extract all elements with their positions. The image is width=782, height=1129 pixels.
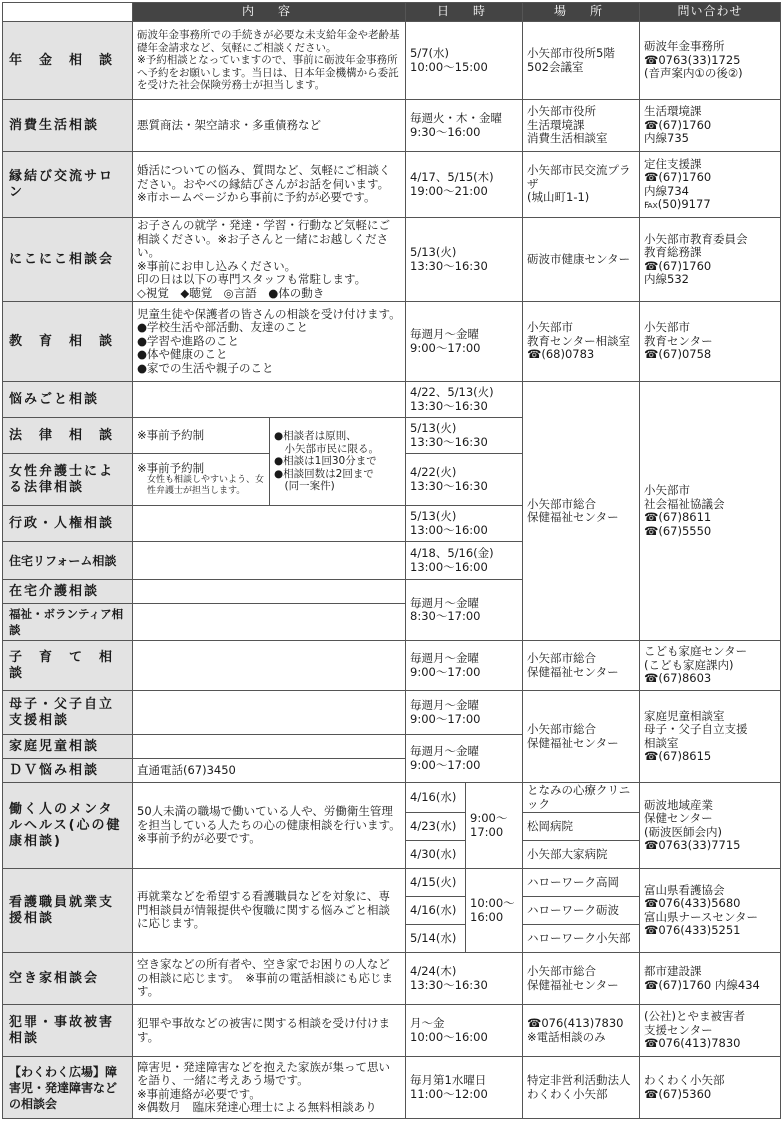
row-content: 再就業などを希望する看護職員などを対象に、専門相談員が情報提供や復職に関する悩みごと相談に応じます。 [133, 869, 406, 953]
row-content [133, 604, 406, 641]
row-contact: (公社)とやま被害者 支援センター ☎076(413)7830 [640, 1005, 781, 1057]
row-contact: 小矢部市教育委員会 教育総務課 ☎(67)1760 内線532 [640, 218, 781, 302]
row-place: 特定非営利活動法人 わくわく小矢部 [523, 1057, 640, 1119]
row-name: 母子・父子自立支援相談 [3, 691, 133, 735]
row-content [133, 735, 406, 759]
row-name: 悩みごと相談 [3, 382, 133, 418]
row-content: 砺波年金事務所での手続きが必要な未支給年金や老齢基礎年金請求など、気軽にご相談ください。 ※予約相談となっていますので、事前に砺波年金事務所へ予約をお願いします。当日は、日本年金機構から委託を受けた社会保険労務士が担当します。 [133, 22, 406, 100]
row-content: 障害児・発達障害などを抱えた家族が集って思いを語り、一緒に考えあう場です。 ※事前連絡が必要です。 ※偶数月 臨床発達心理士による無料相談あり [133, 1057, 406, 1119]
row-date: 毎週月〜金曜 9:00〜17:00 [406, 735, 523, 783]
row-content: 50人未満の職場で働いている人や、労働衛生管理を担当している人たちの心の健康相談を行います。 ※事前予約が必要です。 [133, 783, 406, 869]
row-place: 小矢部市総合 保健福祉センター [523, 641, 640, 691]
row-content: ※事前予約制 [133, 418, 270, 454]
row-name: 年 金 相 談 [3, 22, 133, 100]
row-contact: 小矢部市 教育センター ☎(67)0758 [640, 302, 781, 382]
table-row [3, 783, 781, 813]
row-date: 5/14(水) [406, 925, 466, 953]
row-name: ＤＶ悩み相談 [3, 759, 133, 783]
row-name: 働く人のメンタルヘルス(心の健康相談) [3, 783, 133, 869]
row-content [133, 506, 406, 542]
row-contact: 砺波地域産業 保健センター (砺波医師会内) ☎0763(33)7715 [640, 783, 781, 869]
header-contact: 問い合わせ [640, 3, 781, 22]
row-name: 【わくわく広場】障害児・発達障害などの相談会 [3, 1057, 133, 1119]
row-contact: 生活環境課 ☎(67)1760 内線735 [640, 100, 781, 152]
table-row [3, 953, 781, 1005]
row-place: ハローワーク小矢部 [523, 925, 640, 953]
row-content: 空き家などの所有者や、空き家でお困りの人などの相談に応じます。 ※事前の電話相談にも応じます。 [133, 953, 406, 1005]
header-content: 内 容 [133, 3, 406, 22]
row-contact: 都市建設課 ☎(67)1760 内線434 [640, 953, 781, 1005]
row-date: 4/18、5/16(金) 13:00〜16:00 [406, 542, 523, 580]
row-contact: 家庭児童相談室 母子・父子自立支援 相談室 ☎(67)8615 [640, 691, 781, 783]
table-row [3, 22, 781, 100]
row-content: お子さんの就学・発達・学習・行動など気軽にご相談ください。※お子さんと一緒にお越しください。 ※事前にお申し込みください。 印の日は以下の専門スタッフも常駐します。 ◇視覚 ◆聴覚 ◎言語 ●体の動き [133, 218, 406, 302]
corner-cell [3, 3, 133, 22]
row-time: 10:00〜 16:00 [466, 869, 523, 953]
row-name: 福祉・ボランティア相談 [3, 604, 133, 641]
row-place: 小矢部大家病院 [523, 841, 640, 869]
row-name: 縁結び交流サロン [3, 152, 133, 218]
row-date: 4/24(木) 13:30〜16:30 [406, 953, 523, 1005]
row-date: 毎週月〜金曜 9:00〜17:00 [406, 691, 523, 735]
row-place: 小矢部市役所5階 502会議室 [523, 22, 640, 100]
row-date: 5/13(火) 13:00〜16:00 [406, 506, 523, 542]
row-name: 教 育 相 談 [3, 302, 133, 382]
row-content [133, 542, 406, 580]
row-content: 犯罪や事故などの被害に関する相談を受け付けます。 [133, 1005, 406, 1057]
table-row [3, 152, 781, 218]
row-content [133, 691, 406, 735]
row-name: 住宅リフォーム相談 [3, 542, 133, 580]
header-date: 日 時 [406, 3, 523, 22]
row-time: 9:00〜 17:00 [466, 783, 523, 869]
row-date: 5/13(火) 13:30〜16:30 [406, 418, 523, 454]
row-name: 子 育 て 相 談 [3, 641, 133, 691]
row-place: となみの心療クリニック [523, 783, 640, 813]
row-content: 直通電話(67)3450 [133, 759, 406, 783]
row-name: にこにこ相談会 [3, 218, 133, 302]
row-content: 児童生徒や保護者の皆さんの相談を受け付けます。 ●学校生活や部活動、友達のこと ●学習や進路のこと ●体や健康のこと ●家での生活や親子のこと [133, 302, 406, 382]
table-row [3, 382, 781, 418]
row-name: 行政・人権相談 [3, 506, 133, 542]
row-name: 家庭児童相談 [3, 735, 133, 759]
row-date: 4/16(水) [406, 783, 466, 813]
row-name: 法 律 相 談 [3, 418, 133, 454]
row-note: ●相談者は原則、 小矢部市民に限る。 ●相談は1回30分まで ●相談回数は2回まで (同一案件) [270, 418, 406, 506]
table-row [3, 100, 781, 152]
row-place: 小矢部市役所 生活環境課 消費生活相談室 [523, 100, 640, 152]
row-date: 月〜金 10:00〜16:00 [406, 1005, 523, 1057]
row-contact: こども家庭センター (こども家庭課内) ☎(67)8603 [640, 641, 781, 691]
row-name: 空き家相談会 [3, 953, 133, 1005]
row-place: 小矢部市 教育センター相談室 ☎(68)0783 [523, 302, 640, 382]
row-date: 毎月第1水曜日 11:00〜12:00 [406, 1057, 523, 1119]
row-date: 4/23(水) [406, 813, 466, 841]
row-date: 4/30(水) [406, 841, 466, 869]
row-place: ハローワーク砺波 [523, 897, 640, 925]
row-place: 砺波市健康センター [523, 218, 640, 302]
row-contact: わくわく小矢部 ☎(67)5360 [640, 1057, 781, 1119]
row-content [133, 454, 270, 506]
row-content: 悪質商法・架空請求・多重債務など [133, 100, 406, 152]
row-contact: 富山県看護協会 ☎076(433)5680 富山県ナースセンター ☎076(433)5251 [640, 869, 781, 953]
row-date: 毎週月〜金曜 8:30〜17:00 [406, 580, 523, 641]
row-date: 5/13(火) 13:30〜16:30 [406, 218, 523, 302]
table-row [3, 869, 781, 897]
row-place: ハローワーク高岡 [523, 869, 640, 897]
row-date: 毎週火・木・金曜 9:30〜16:00 [406, 100, 523, 152]
row-content-main: ※事前予約制 [137, 460, 205, 475]
row-date: 4/22、5/13(火) 13:30〜16:30 [406, 382, 523, 418]
row-name: 在宅介護相談 [3, 580, 133, 604]
row-date: 4/16(水) [406, 897, 466, 925]
header-row [3, 3, 781, 22]
row-contact: 小矢部市 社会福祉協議会 ☎(67)8611 ☎(67)5550 [640, 382, 781, 641]
row-date: 4/22(火) 13:30〜16:30 [406, 454, 523, 506]
row-place: 松岡病院 [523, 813, 640, 841]
row-place: 小矢部市総合 保健福祉センター [523, 382, 640, 641]
row-contact: 定住支援課 ☎(67)1760 内線734 ℻(50)9177 [640, 152, 781, 218]
row-contact: 砺波年金事務所 ☎0763(33)1725 (音声案内①の後②) [640, 22, 781, 100]
row-place: 小矢部市民交流プラザ (城山町1-1) [523, 152, 640, 218]
row-date: 4/15(火) [406, 869, 466, 897]
row-name: 犯罪・事故被害相談 [3, 1005, 133, 1057]
row-place: ☎076(413)7830 ※電話相談のみ [523, 1005, 640, 1057]
row-date: 毎週月〜金曜 9:00〜17:00 [406, 641, 523, 691]
row-date: 4/17、5/15(木) 19:00〜21:00 [406, 152, 523, 218]
table-row [3, 218, 781, 302]
row-name: 消費生活相談 [3, 100, 133, 152]
row-content [133, 382, 406, 418]
row-place: 小矢部市総合 保健福祉センター [523, 691, 640, 783]
row-name: 看護職員就業支援相談 [3, 869, 133, 953]
row-name: 女性弁護士による法律相談 [3, 454, 133, 506]
table-row [3, 691, 781, 735]
row-date: 毎週月〜金曜 9:00〜17:00 [406, 302, 523, 382]
row-place: 小矢部市総合 保健福祉センター [523, 953, 640, 1005]
row-content-sub: 女性も相談しやすいよう、女性弁護士が担当します。 [147, 475, 265, 497]
table-row [3, 641, 781, 691]
row-content: 婚活についての悩み、質問など、気軽にご相談ください。おやべの縁結びさんがお話を伺います。 ※市ホームページから事前に予約が必要です。 [133, 152, 406, 218]
table-row [3, 1057, 781, 1119]
row-content [133, 580, 406, 604]
table-row [3, 302, 781, 382]
row-content [133, 641, 406, 691]
table-row [3, 1005, 781, 1057]
row-date: 5/7(水) 10:00〜15:00 [406, 22, 523, 100]
consultation-table [2, 2, 781, 1119]
header-place: 場 所 [523, 3, 640, 22]
